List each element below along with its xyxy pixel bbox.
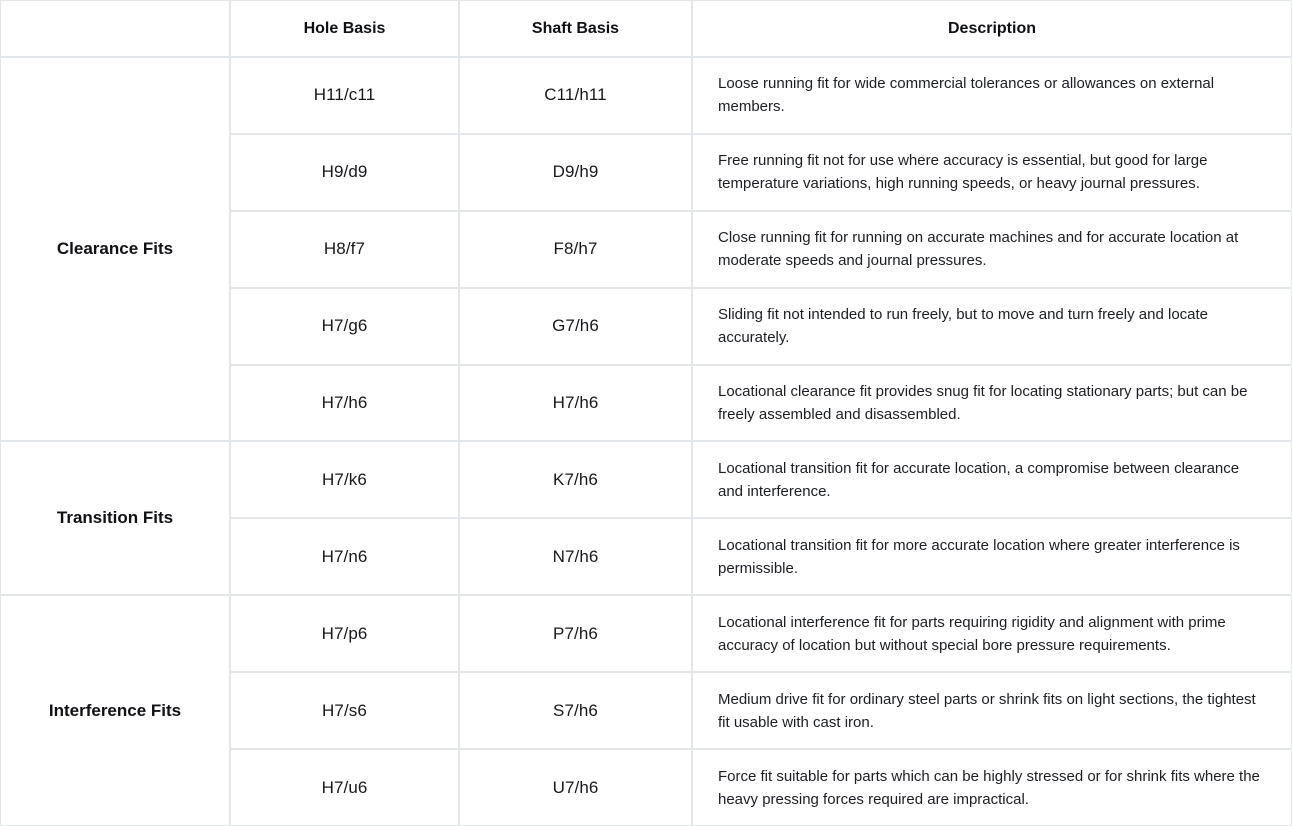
column-header-hole-basis: Hole Basis <box>230 0 459 57</box>
description-cell: Close running fit for running on accurate machines and for accurate location at moderate speeds and journal pressures. <box>692 211 1292 288</box>
hole-basis-cell: H11/c11 <box>230 57 459 134</box>
description-cell: Medium drive fit for ordinary steel parts or shrink fits on light sections, the tightest fit usable with cast iron. <box>692 672 1292 749</box>
shaft-basis-cell: D9/h9 <box>459 134 692 211</box>
shaft-basis-cell: F8/h7 <box>459 211 692 288</box>
description-cell: Locational transition fit for accurate location, a compromise between clearance and interference. <box>692 441 1292 518</box>
shaft-basis-cell: U7/h6 <box>459 749 692 826</box>
category-cell: Clearance Fits <box>0 57 230 441</box>
description-cell: Locational interference fit for parts requiring rigidity and alignment with prime accuracy of location but without special bore pressure requirements. <box>692 595 1292 672</box>
category-cell: Interference Fits <box>0 595 230 826</box>
category-cell: Transition Fits <box>0 441 230 595</box>
table-row <box>0 595 1292 672</box>
table-row <box>0 57 1292 134</box>
table-row <box>0 441 1292 518</box>
column-header-description: Description <box>692 0 1292 57</box>
description-cell: Sliding fit not intended to run freely, but to move and turn freely and locate accurately. <box>692 288 1292 365</box>
shaft-basis-cell: N7/h6 <box>459 518 692 595</box>
shaft-basis-cell: P7/h6 <box>459 595 692 672</box>
hole-basis-cell: H7/s6 <box>230 672 459 749</box>
table-header-row <box>0 0 1292 57</box>
description-cell: Locational transition fit for more accurate location where greater interference is permissible. <box>692 518 1292 595</box>
column-header-shaft-basis: Shaft Basis <box>459 0 692 57</box>
hole-basis-cell: H8/f7 <box>230 211 459 288</box>
hole-basis-cell: H7/p6 <box>230 595 459 672</box>
hole-basis-cell: H7/u6 <box>230 749 459 826</box>
description-cell: Loose running fit for wide commercial tolerances or allowances on external members. <box>692 57 1292 134</box>
table-body <box>0 57 1292 826</box>
shaft-basis-cell: K7/h6 <box>459 441 692 518</box>
description-cell: Force fit suitable for parts which can be highly stressed or for shrink fits where the heavy pressing forces required are impractical. <box>692 749 1292 826</box>
shaft-basis-cell: C11/h11 <box>459 57 692 134</box>
hole-basis-cell: H9/d9 <box>230 134 459 211</box>
hole-basis-cell: H7/g6 <box>230 288 459 365</box>
shaft-basis-cell: H7/h6 <box>459 365 692 442</box>
shaft-basis-cell: S7/h6 <box>459 672 692 749</box>
hole-basis-cell: H7/h6 <box>230 365 459 442</box>
hole-basis-cell: H7/k6 <box>230 441 459 518</box>
column-header-category <box>0 0 230 57</box>
shaft-basis-cell: G7/h6 <box>459 288 692 365</box>
description-cell: Free running fit not for use where accuracy is essential, but good for large temperature variations, high running speeds, or heavy journal pressures. <box>692 134 1292 211</box>
hole-basis-cell: H7/n6 <box>230 518 459 595</box>
description-cell: Locational clearance fit provides snug fit for locating stationary parts; but can be freely assembled and disassembled. <box>692 365 1292 442</box>
